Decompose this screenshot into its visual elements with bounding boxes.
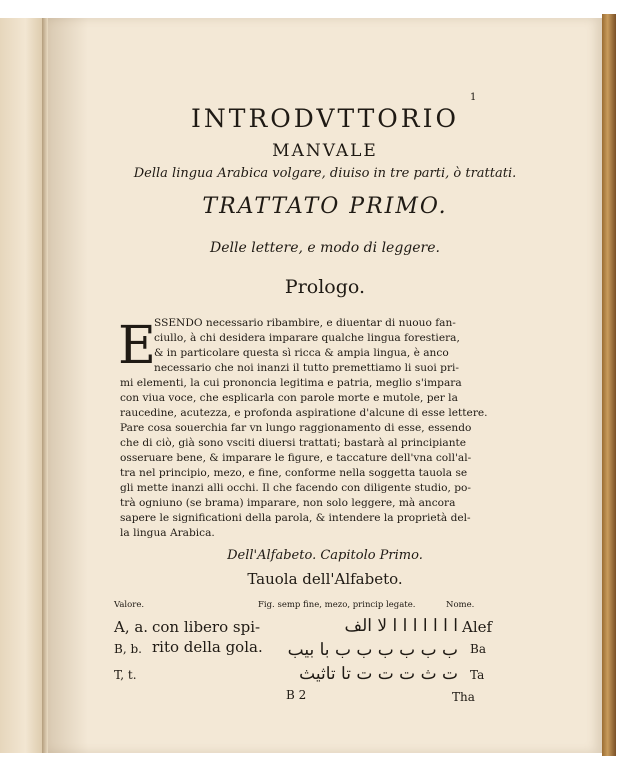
body-line: la lingua Arabica.	[120, 527, 215, 539]
chapter-heading: Dell'Alfabeto. Capitolo Primo.	[227, 548, 423, 563]
row-valore: B, b.	[114, 642, 142, 656]
body-line: & in particolare questa sì ricca & ampia lingua, è anco	[154, 347, 449, 359]
body-line: sapere le significationi della parola, & intendere la proprietà del-	[120, 512, 471, 524]
row-nome: Ba	[470, 642, 486, 656]
section-title: Prologo.	[284, 276, 366, 298]
row-arabic-forms: ب ب ب ب ب ب با بيب	[287, 640, 458, 660]
body-line: Pare cosa souerchia far vn lungo raggionamento di esse, essendo	[120, 422, 472, 434]
body-line: che di ciò, già sono vsciti diuersi trattati; bastarà al principiante	[120, 437, 467, 449]
column-nome: Nome.	[446, 600, 475, 610]
title: INTRODVTTORIO	[191, 104, 459, 133]
book-edge	[602, 14, 616, 756]
treatise-topic: Delle lettere, e modo di leggere.	[210, 240, 440, 256]
body-line: necessario che noi inanzi il tutto premettiamo li suoi pri-	[154, 362, 459, 374]
catchword-signature: B 2	[286, 688, 307, 702]
catchword: Tha	[452, 690, 475, 704]
row-valore: A, a.	[114, 618, 149, 636]
column-figure: Fig. semp fine, mezo, princip legate.	[258, 600, 416, 610]
description: Della lingua Arabica volgare, diuiso in tre parti, ò trattati.	[133, 166, 517, 181]
row-description-continued: rito della gola.	[152, 638, 263, 656]
row-arabic-forms: ا ا ا ا ا ا ا لا الف	[344, 616, 458, 636]
table-title: Tauola dell'Alfabeto.	[247, 570, 403, 588]
drop-cap: E	[118, 316, 156, 376]
row-nome: Ta	[470, 668, 485, 682]
body-line: raucedine, acutezza, e profonda aspiratione d'alcune di esse lettere.	[120, 407, 488, 419]
body-line: trà ogniuno (se brama) imparare, non solo leggere, mà ancora	[120, 497, 456, 509]
book-page	[48, 18, 602, 753]
folio-number: 1	[470, 92, 477, 103]
body-line: SSENDO necessario ribambire, e diuentar di nuouo fan-	[154, 317, 456, 329]
body-line: mi elementi, la cui prononcia legitima e patria, meglio s'impara	[120, 377, 462, 389]
body-line: con viua voce, che esplicarla con parole morte e mutole, per la	[120, 392, 458, 404]
body-line: gli mette inanzi alli occhi. Il che facendo con diligente studio, po-	[120, 482, 471, 494]
subtitle: MANVALE	[272, 141, 378, 161]
body-line: ciullo, à chi desidera imparare qualche lingua forestiera,	[154, 332, 460, 344]
treatise-heading: TRATTATO PRIMO.	[202, 194, 448, 219]
row-valore: T, t.	[114, 668, 137, 682]
body-line: tra nel principio, mezo, e fine, conforme nella soggetta tauola se	[120, 467, 468, 479]
column-valore: Valore.	[114, 600, 145, 610]
row-nome: Alef	[462, 618, 493, 636]
row-arabic-forms: ت ث ت ت ت تا تاثيث	[299, 664, 458, 684]
row-description: con libero spi-	[152, 618, 261, 636]
book-binding	[0, 18, 46, 753]
body-line: osseruare bene, & imparare le figure, e taccature dell'vna coll'al-	[120, 452, 472, 464]
